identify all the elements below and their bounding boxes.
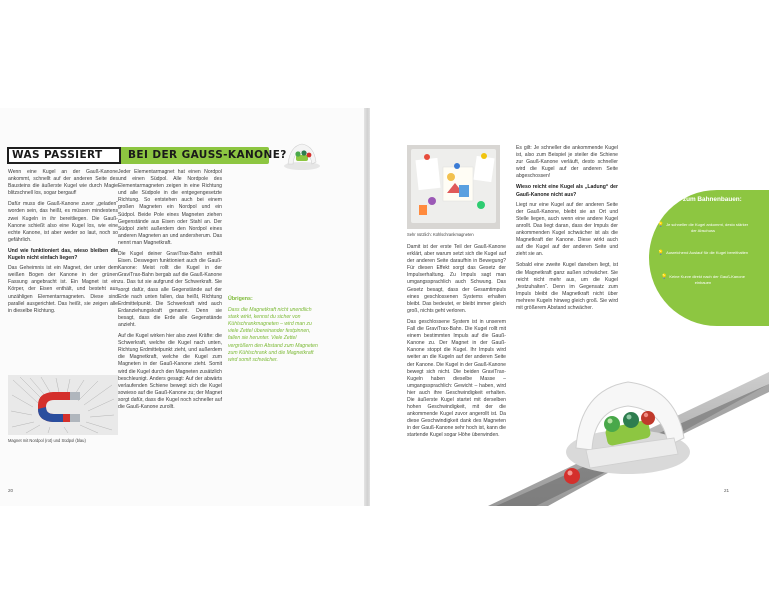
side-note-title: Übrigens: (228, 296, 253, 302)
tips-background (649, 190, 769, 326)
fridge-photo-caption: Sehr nützlich: Kühlschrankmagneten (407, 232, 474, 237)
lightbulb-icon: 💡 (657, 250, 665, 256)
section-heading (7, 147, 287, 167)
paragraph: Das geschlossene System ist in unserem Fall die GraviTrax-Bahn. Die Kugel rollt mit einem bestimmten Impuls auf die Gauß-Kanone zu. Der Magnet in der Gauß-Kanone stoppt die Kugel. Ihr Impuls wird weiter an die Kugeln auf der anderen Seite der Kanone. Die Kugel in der Gauß-Kanone bewegt sich nicht. Die beiden GraviTrax-Kugeln haben dieselbe Masse – umgangssprachlich: Gewicht – haben, wird hier auch ihre Geschwindigkeit erhalten. Die äußerste Kugel startet mit derselben hohen Geschwindigkeit, mit der die ankommende Kugel zuvor angerollt ist. Da diese Geschwindigkeit dank des Magneten in der Gauß-Kanone sehr hoch ist, kann die startende Kugel sogar Höhe überwinden. (407, 318, 506, 439)
paragraph: Liegt nur eine Kugel auf der anderen Seite der Gauß-Kanone, bleibt sie an Ort und Stelle liegen, auch wenn eine andere Kugel anrollt. Das liegt daran, dass der Impuls der ankommenden Kugel schwächer ist als die Magnetkraft der Kanone. Diese wirkt auch auf die Kugel auf der anderen Seite und zieht sie an. (516, 201, 618, 258)
heading-part-1: WAS PASSIERT (12, 149, 103, 161)
book-spread (0, 108, 769, 506)
paragraph: Dafür muss die Gauß-Kanone zuvor „geladen“ worden sein, das heißt, es müssen mindestens zwei Kugeln in ihr bereitliegen. Die Gauß-Kanone schießt also eine Kugel los, wie eine echte Kanone, ist aber weder so laut, noch so gefährlich. (8, 201, 118, 243)
tip-item: 💡 Ausreichend Auslauf für die Kugel bereithalten (657, 250, 749, 256)
magnet-caption: Magnet mit Nordpol (rot) und Südpol (blau) (8, 438, 86, 443)
paragraph: Wenn eine Kugel an der Gauß-Kanone ankommt, schnellt auf der anderen Seite des Bausteins die äußerste Kugel wie durch Magie blitzschnell los, sogar bergauf! (8, 169, 118, 197)
fridge-magnets-photo (407, 145, 500, 229)
gauss-cannon-illustration (488, 320, 769, 506)
lightbulb-icon: 💡 (657, 222, 665, 228)
left-column-1 (8, 169, 118, 319)
question-heading: Und wie funktioniert das, wieso bleiben die Kugeln nicht einfach liegen? (8, 247, 118, 262)
tips-title: Tipps zum Bahnenbauen: (664, 196, 742, 203)
tip-item: 💡 Je schneller die Kugel ankommt, desto stärker der Abschuss (657, 222, 749, 234)
tip-item: 💡 Keine Kurve direkt nach der Gauß-Kanone einbauen (661, 274, 745, 286)
right-column-2 (516, 145, 618, 316)
page-number-right: 21 (724, 488, 730, 493)
magnet-photo (8, 375, 118, 435)
paragraph: Jeder Elementarmagnet hat einen Nordpol und einen Südpol. Alle Nordpole des Elementarmagneten zeigen in eine Richtung und alle Südpole in die entgegengesetzte Richtung. So entstehen auch bei einem großen Magneten ein Nordpol und ein Südpol. Beide Pole eines Magneten ziehen Gegenstände aus Eisen oder Stahl an. Der Südpol zieht außerdem den Nordpol eines anderen Magneten an und andersherum. Das nennt man Magnetkraft. (118, 169, 222, 246)
page-number-left: 20 (8, 488, 14, 493)
paragraph: Die Kugel deiner GraviTrax-Bahn enthält Eisen. Deswegen funktioniert auch die Gauß-Kanone: Meist rollt die Kugel in der GraviTrax-Bahn bergab auf die Gauß-Kanone zu. Das tut sie aufgrund der Schwerkraft. Sie sorgt dafür, dass alle Gegenstände auf der Erde nach unten fallen, das heißt, Richtung Erdmittelpunkt. Die Schwerkraft wird auch Erdanziehungskraft genannt. Denn sie besagt, dass die Erde alle Gegenstände anzieht. (118, 251, 222, 328)
left-column-2 (118, 169, 222, 415)
paragraph: Das Geheimnis ist ein Magnet, der unter dem weißen Bogen der Kanone in der grünen Fassung angebracht ist. Ein Magnet ist ein Körper, der Eisen enthält, und besteht aus unzähligen Elementarmagneten. Diese sind parallel ausgerichtet. Das heißt, sie zeigen alle in dieselbe Richtung. (8, 265, 118, 314)
lightbulb-icon: 💡 (661, 274, 668, 280)
heading-part-2: BEI DER GAUSS-KANONE? (128, 149, 287, 161)
paragraph: Damit ist der erste Teil der Gauß-Kanone erklärt, aber warum setzt sich die Kugel auf der anderen Seite daraufhin in Bewegung? Für diesen Effekt sorgt das Gesetz der Impulserhaltung. Zu Impuls sagt man umgangssprachlich auch Schwung. Das Gesetz besagt, dass der Gesamtimpuls eines geschlossenen Systems erhalten bleibt. Das bedeutet, er bleibt immer gleich groß, nichts geht verloren. (407, 244, 506, 314)
paragraph: Sobald eine zweite Kugel daneben liegt, ist die Magnetkraft ganz außen schwächer. Sie reicht nicht mehr aus, um die Kugel „festzuhalten“. Denn im Gegensatz zum Impuls bleibt die Magnetkraft nicht über mehrere Kugeln hinweg gleich groß. Sie wird mit größerem Abstand schwächer. (516, 262, 618, 311)
paragraph: Es gilt: Je schneller die ankommende Kugel ist, also zum Beispiel je steiler die Schiene zur Gauß-Kanone verläuft, desto schneller wird die Kugel auf der anderen Seite abgeschossen! (516, 145, 618, 180)
question-heading: Wieso reicht eine Kugel als „Ladung“ der Gauß-Kanone nicht aus? (516, 184, 618, 198)
side-note-text: Dass die Magnetkraft nicht unendlich stark wirkt, kennst du sicher von Kühlschrankmagneten – wird man zu viele Zettel übereinander festpinnen, fallen sie herunter. Viele Zettel vergrößern den Abstand zum Magneten zum Kühlschrank und die Magnetkraft wird somit schwächer. (228, 307, 318, 363)
tips-box (649, 190, 769, 326)
gauss-cannon-small-illustration (282, 138, 322, 172)
paragraph: Auf die Kugel wirken hier also zwei Kräfte: die Schwerkraft, welche die Kugel nach unten, Richtung Erdmittelpunkt zieht, und außerdem die Magnetkraft, welche die Kugel zum Magneten in der Gauß-Kanone zieht. Somit wird die Kugel durch den Magneten zusätzlich beschleunigt. Anders gesagt: Auf der abwärts verlaufenden Schiene bewegt sich die Kugel sowieso auf die Gauß-Kanone zu; der Magnet sorgt dafür, dass die Kugel noch schneller auf die Gauß-Kanone zurollt. (118, 333, 222, 410)
side-note (228, 296, 320, 368)
